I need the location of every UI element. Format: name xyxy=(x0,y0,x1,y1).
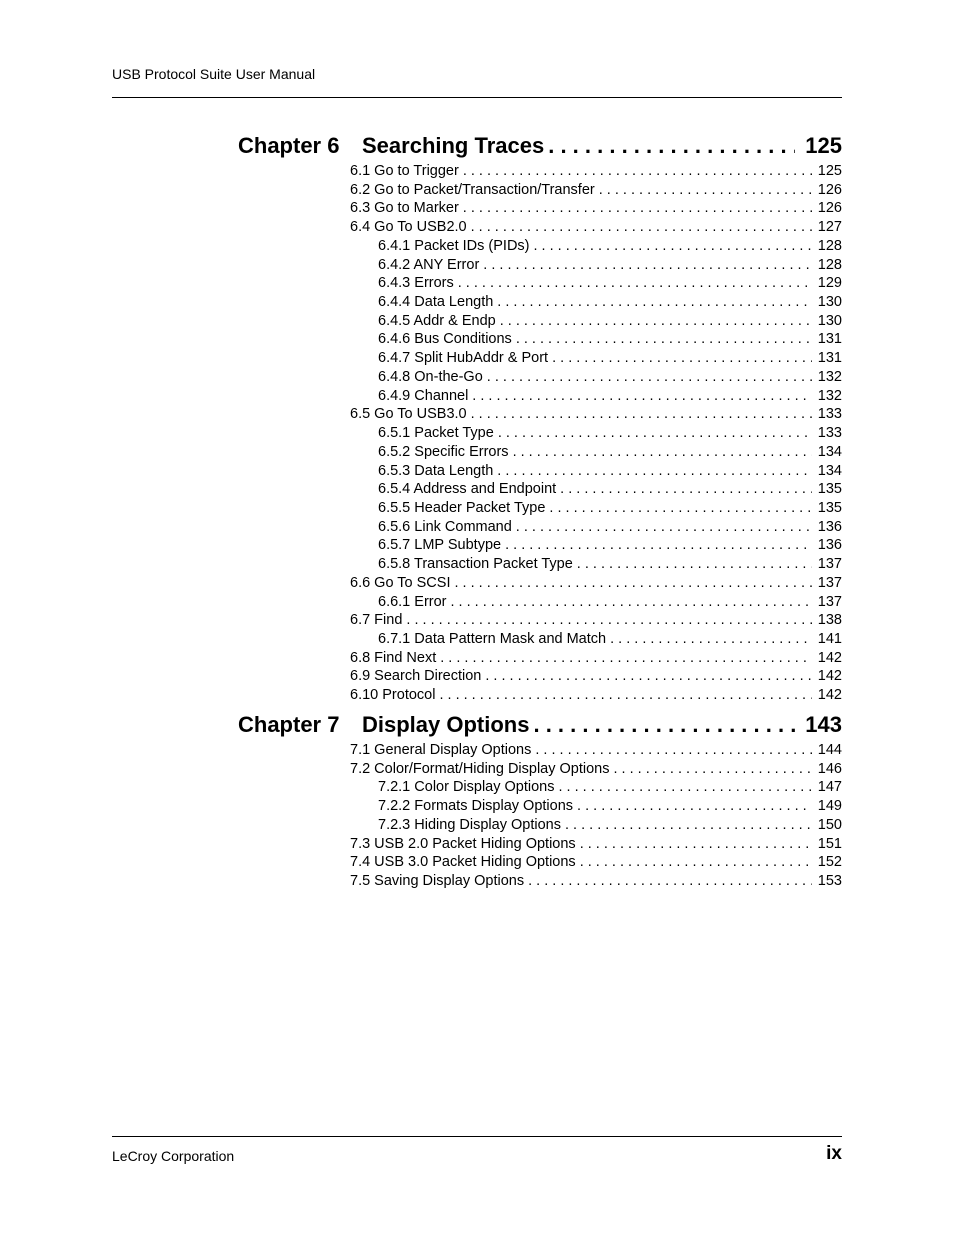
toc-entry[interactable] xyxy=(378,556,842,574)
toc-entry-title: 6.2 Go to Packet/Transaction/Transfer xyxy=(350,181,595,198)
toc-entry[interactable] xyxy=(378,817,842,835)
toc-entry-title: 6.4.6 Bus Conditions xyxy=(378,331,512,348)
dot-leader xyxy=(479,257,812,273)
dot-leader xyxy=(576,854,812,870)
toc-entry-title: 6.5.8 Transaction Packet Type xyxy=(378,556,573,573)
dot-leader xyxy=(531,742,811,758)
toc-entry-title: 6.7.1 Data Pattern Mask and Match xyxy=(378,631,607,647)
toc-entry-page-number: 142 xyxy=(817,649,842,666)
toc-entry-title: 6.5.5 Header Packet Type xyxy=(378,499,546,516)
dot-leader xyxy=(529,712,795,738)
dot-leader xyxy=(454,275,812,291)
chapter-title: Display Options xyxy=(362,712,530,737)
toc-entry-title: 7.2.1 Color Display Options xyxy=(378,779,555,796)
toc-entry[interactable] xyxy=(378,425,842,443)
footer-page-number: ix xyxy=(826,1143,842,1164)
toc-entry[interactable] xyxy=(378,519,842,537)
toc-entry-title: 6.4.3 Errors xyxy=(378,275,454,292)
toc-entry-page-number: 134 xyxy=(817,443,842,460)
toc-entry-page-number: 132 xyxy=(817,368,842,385)
dot-leader xyxy=(576,836,812,852)
toc-entry[interactable] xyxy=(378,257,842,275)
toc-entry[interactable] xyxy=(350,163,842,181)
toc-entry[interactable] xyxy=(378,294,842,312)
toc-entry-page-number: 147 xyxy=(817,779,842,796)
toc-entry-page-number: 133 xyxy=(817,406,842,423)
dot-leader xyxy=(555,779,812,795)
toc-entry-title: 7.5 Saving Display Options xyxy=(350,873,525,890)
dot-leader xyxy=(459,163,812,179)
toc-entry-page-number: 136 xyxy=(817,537,842,554)
toc-entry[interactable] xyxy=(378,444,842,462)
dot-leader xyxy=(545,500,811,516)
chapter-number: Chapter 6 xyxy=(238,133,340,158)
toc-entry[interactable] xyxy=(378,331,842,349)
dot-leader xyxy=(512,331,812,347)
dot-leader xyxy=(467,406,812,422)
toc-entry[interactable] xyxy=(350,406,842,424)
dot-leader xyxy=(481,668,811,684)
toc-entry-title: 7.1 General Display Options xyxy=(350,742,532,758)
dot-leader xyxy=(436,650,812,666)
dot-leader xyxy=(483,369,812,385)
chapter-page-number: 125 xyxy=(805,133,842,158)
dot-leader xyxy=(610,761,812,777)
toc-entry-title: 6.1 Go to Trigger xyxy=(350,163,459,179)
toc-entry-page-number: 134 xyxy=(817,462,842,479)
toc-entry-title: 6.5.6 Link Command xyxy=(378,518,512,535)
toc-entry-page-number: 128 xyxy=(817,256,842,273)
toc-entry-title: 6.9 Search Direction xyxy=(350,668,482,685)
toc-entry-page-number: 151 xyxy=(817,835,842,852)
dot-leader xyxy=(573,798,812,814)
toc-entry-title: 7.2 Color/Format/Hiding Display Options xyxy=(350,760,610,777)
toc-entry-title: 7.2.3 Hiding Display Options xyxy=(378,816,561,833)
toc-entry[interactable] xyxy=(350,182,842,200)
toc-entry-title: 6.6.1 Error xyxy=(378,593,447,610)
dot-leader xyxy=(606,631,812,647)
toc-entry[interactable] xyxy=(350,200,842,218)
dot-leader xyxy=(496,313,812,329)
toc-entry[interactable] xyxy=(350,854,842,872)
toc-entry[interactable] xyxy=(378,388,842,406)
dot-leader xyxy=(450,575,811,591)
toc-entry-title: 6.5.1 Packet Type xyxy=(378,425,494,442)
toc-entry[interactable] xyxy=(378,369,842,387)
toc-entry-page-number: 126 xyxy=(817,181,842,198)
toc-entry-title: 6.10 Protocol xyxy=(350,687,436,704)
toc-entry-title: 6.4.2 ANY Error xyxy=(378,256,480,273)
header-divider xyxy=(112,97,842,98)
dot-leader xyxy=(530,238,812,254)
toc-entry-page-number: 132 xyxy=(817,387,842,404)
toc-entry-page-number: 150 xyxy=(817,816,842,833)
toc-entry[interactable] xyxy=(350,836,842,854)
toc-entry[interactable] xyxy=(350,668,842,686)
toc-entry[interactable] xyxy=(378,313,842,331)
chapter-page-number: 143 xyxy=(805,712,842,737)
dot-leader xyxy=(573,556,812,572)
toc-entry[interactable] xyxy=(378,798,842,816)
toc-entry-title: 6.4.7 Split HubAddr & Port xyxy=(378,350,549,367)
toc-entry-title: 6.5.7 LMP Subtype xyxy=(378,537,502,554)
toc-entry-title: 6.4.1 Packet IDs (PIDs) xyxy=(378,237,530,254)
toc-entry-title: 7.4 USB 3.0 Packet Hiding Options xyxy=(350,854,576,871)
dot-leader xyxy=(548,350,812,366)
toc-entry-title: 6.4.8 On-the-Go xyxy=(378,368,483,385)
dot-leader xyxy=(447,594,812,610)
toc-entry-page-number: 130 xyxy=(817,294,842,311)
toc-entry-page-number: 135 xyxy=(817,499,842,516)
toc-entry-page-number: 137 xyxy=(817,574,842,591)
toc-entry-title: 6.8 Find Next xyxy=(350,649,437,666)
toc-entry-page-number: 137 xyxy=(817,593,842,610)
toc-entry[interactable] xyxy=(378,463,842,481)
footer-company: LeCroy Corporation xyxy=(112,1148,235,1164)
dot-leader xyxy=(595,182,812,198)
running-header-title: USB Protocol Suite User Manual xyxy=(112,66,316,82)
dot-leader xyxy=(524,873,812,889)
toc-entry-title: 7.2.2 Formats Display Options xyxy=(378,798,574,815)
toc-entry-title: 6.4.4 Data Length xyxy=(378,294,494,311)
toc-entry-title: 6.3 Go to Marker xyxy=(350,200,459,217)
toc-entry-title: 6.7 Find xyxy=(350,612,403,629)
chapter-heading[interactable] xyxy=(238,133,842,161)
toc-entry[interactable] xyxy=(350,650,842,668)
toc-entry-page-number: 138 xyxy=(817,612,842,629)
toc-entry[interactable] xyxy=(378,481,842,499)
toc-entry-page-number: 142 xyxy=(817,668,842,685)
toc-entry-page-number: 128 xyxy=(817,237,842,254)
toc-entry-page-number: 146 xyxy=(817,760,842,777)
toc-entry-page-number: 125 xyxy=(817,163,842,179)
toc-entry-title: 6.5.2 Specific Errors xyxy=(378,443,509,460)
toc-entry-page-number: 131 xyxy=(817,350,842,367)
toc-entry-title: 6.4.9 Channel xyxy=(378,387,469,404)
toc-entry-title: 7.3 USB 2.0 Packet Hiding Options xyxy=(350,835,576,852)
toc-entry-page-number: 126 xyxy=(817,200,842,217)
toc-entry-page-number: 135 xyxy=(817,481,842,498)
toc-entry[interactable] xyxy=(378,275,842,293)
toc-entry[interactable] xyxy=(350,687,842,705)
toc-entry-page-number: 131 xyxy=(817,331,842,348)
dot-leader xyxy=(435,687,811,703)
toc-entry[interactable] xyxy=(350,742,842,760)
chapter-title: Searching Traces xyxy=(362,133,545,158)
toc-entry[interactable] xyxy=(378,594,842,612)
toc-entry[interactable] xyxy=(378,500,842,518)
toc-entry-title: 6.4.5 Addr & Endp xyxy=(378,312,496,329)
dot-leader xyxy=(556,481,812,497)
dot-leader xyxy=(493,294,812,310)
toc-entry-title: 6.5 Go To USB3.0 xyxy=(350,406,467,423)
toc-entry-page-number: 129 xyxy=(817,275,842,292)
dot-leader xyxy=(501,537,812,553)
toc-entry-page-number: 152 xyxy=(817,854,842,871)
toc-entry[interactable] xyxy=(378,631,842,649)
toc-entry-title: 6.4 Go To USB2.0 xyxy=(350,219,467,236)
toc-entry-page-number: 142 xyxy=(817,687,842,704)
toc-entry[interactable] xyxy=(350,575,842,593)
toc-entry-page-number: 141 xyxy=(817,631,842,647)
dot-leader xyxy=(494,425,812,441)
toc-entry[interactable] xyxy=(378,238,842,256)
toc-entry-page-number: 149 xyxy=(817,798,842,815)
toc-entry[interactable] xyxy=(378,779,842,797)
toc-entry[interactable] xyxy=(350,612,842,630)
dot-leader xyxy=(467,219,812,235)
toc-entry-title: 6.5.4 Address and Endpoint xyxy=(378,481,557,498)
toc-entry-title: 6.5.3 Data Length xyxy=(378,462,494,479)
toc-entry[interactable] xyxy=(350,761,842,779)
toc-entry[interactable] xyxy=(378,350,842,368)
dot-leader xyxy=(512,519,812,535)
toc-entry[interactable] xyxy=(350,219,842,237)
toc-entry-page-number: 133 xyxy=(817,425,842,442)
dot-leader xyxy=(544,133,795,159)
dot-leader xyxy=(468,388,812,404)
toc-entry-page-number: 127 xyxy=(817,219,842,236)
toc-entry-page-number: 136 xyxy=(817,518,842,535)
toc-entry-page-number: 130 xyxy=(817,312,842,329)
toc-entry-page-number: 144 xyxy=(817,742,842,758)
dot-leader xyxy=(459,200,812,216)
chapter-number: Chapter 7 xyxy=(238,712,340,737)
dot-leader xyxy=(509,444,812,460)
toc-entry-title: 6.6 Go To SCSI xyxy=(350,574,451,591)
toc-entry-page-number: 137 xyxy=(817,556,842,573)
dot-leader xyxy=(493,463,812,479)
footer-divider xyxy=(112,1136,842,1137)
toc-entry[interactable] xyxy=(378,537,842,555)
chapter-heading[interactable] xyxy=(238,712,842,740)
toc-entry[interactable] xyxy=(350,873,842,891)
dot-leader xyxy=(561,817,812,833)
toc-entry-page-number: 153 xyxy=(817,873,842,890)
dot-leader xyxy=(402,612,811,628)
